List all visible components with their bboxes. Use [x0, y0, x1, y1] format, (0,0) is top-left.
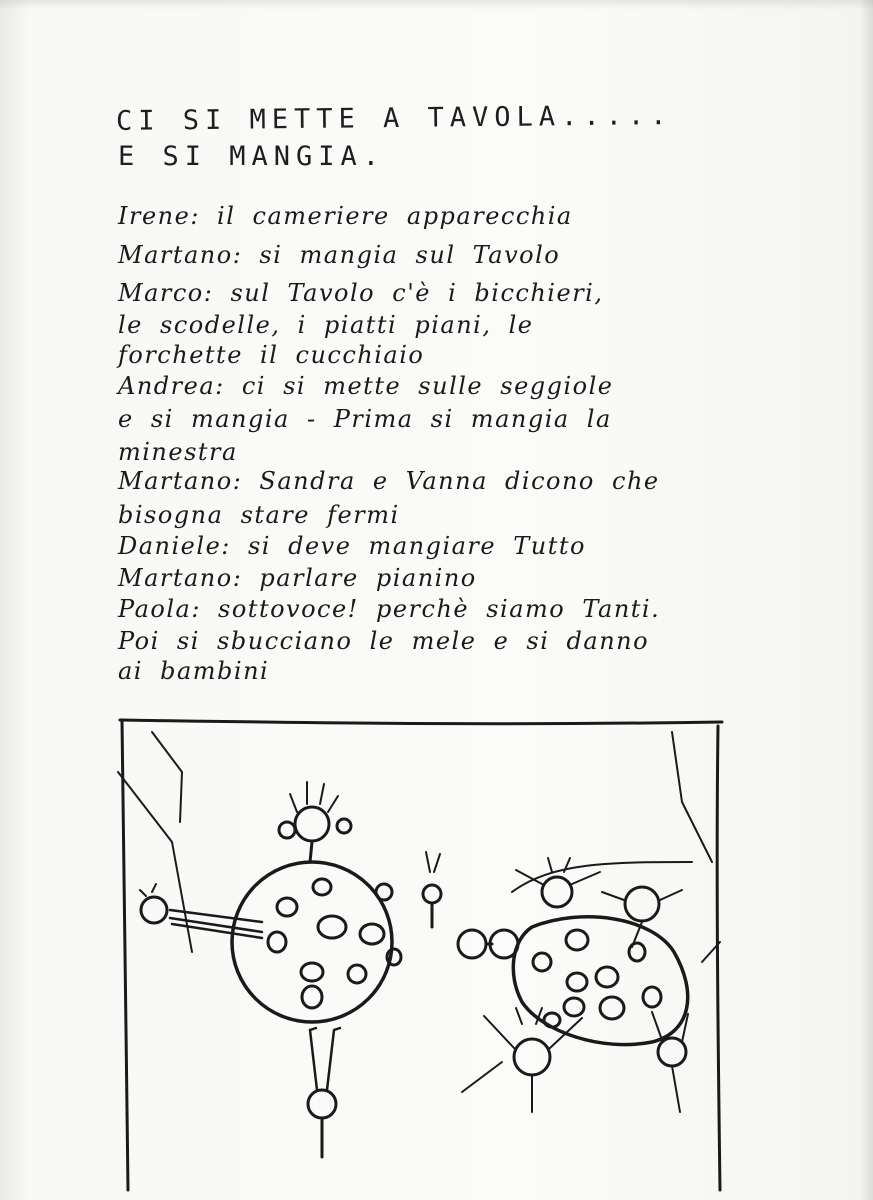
text-line: Andrea: ci si mette sulle seggiole	[118, 372, 614, 400]
page-edge-shadow	[859, 0, 873, 1200]
text-line: Irene: il cameriere apparecchia	[118, 202, 573, 230]
text-line: e si mangia - Prima si mangia la	[118, 405, 612, 433]
title-line-1: CI SI METTE A TAVOLA.....	[115, 100, 673, 137]
text-line: ai bambini	[118, 657, 270, 685]
child-drawing-table-icon	[112, 712, 732, 1192]
text-line: Martano: parlare pianino	[118, 564, 477, 592]
title-line-2: E SI MANGIA.	[118, 141, 386, 172]
text-line: Martano: Sandra e Vanna dicono che	[118, 467, 660, 495]
text-line: Daniele: si deve mangiare Tutto	[118, 532, 586, 560]
text-line: Martano: si mangia sul Tavolo	[118, 241, 561, 269]
text-line: Marco: sul Tavolo c'è i bicchieri,	[118, 279, 604, 307]
text-line: bisogna stare fermi	[118, 501, 400, 529]
text-line: minestra	[118, 438, 238, 466]
page-top-shadow	[0, 0, 873, 10]
text-line: Paola: sottovoce! perchè siamo Tanti.	[118, 595, 661, 623]
text-line: le scodelle, i piatti piani, le	[118, 311, 534, 339]
text-line: forchette il cucchiaio	[118, 341, 425, 369]
text-line: Poi si sbucciano le mele e si danno	[118, 627, 650, 655]
